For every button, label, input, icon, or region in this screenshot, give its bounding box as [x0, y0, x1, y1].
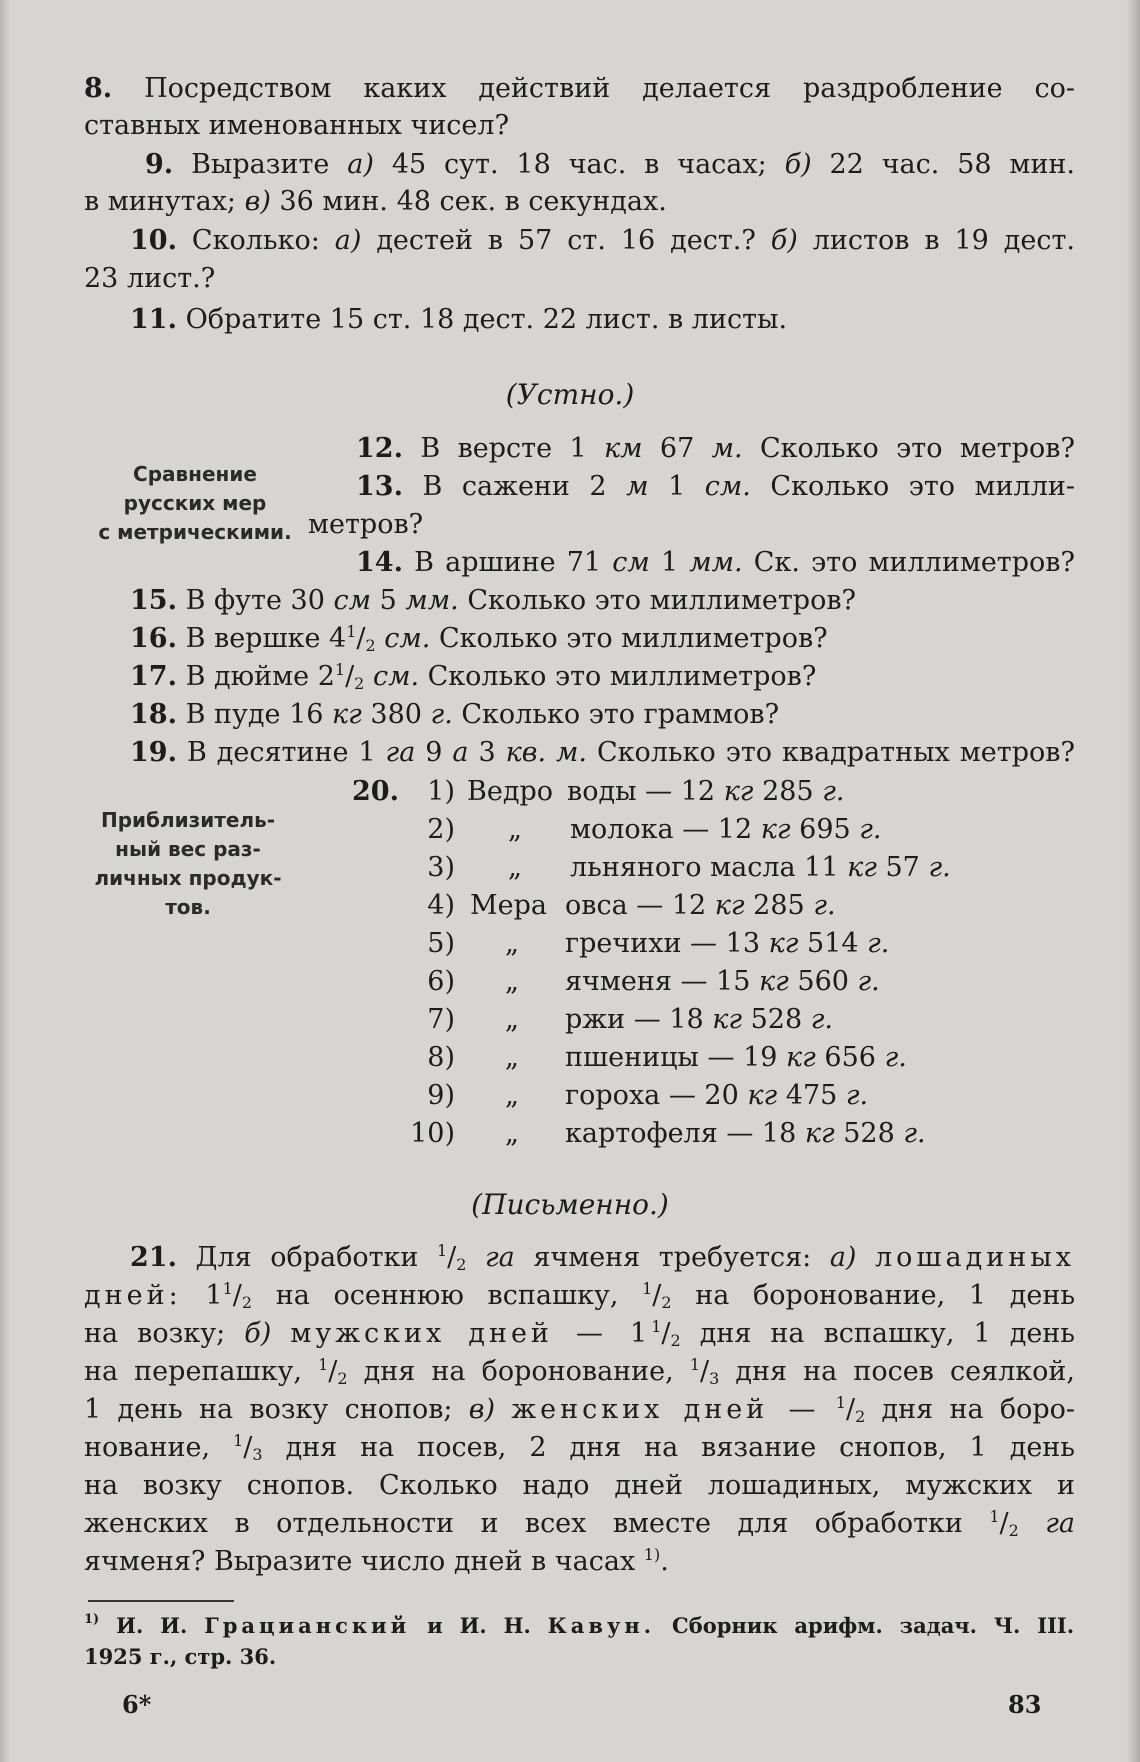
question-21-line-4: на перепашку, $^1/_2$ дня на боронование, $^1/_3$ дня на посев сеялкой, — [84, 1355, 1075, 1388]
signature-mark: 6* — [122, 1690, 152, 1719]
page-number: 83 — [1008, 1690, 1042, 1719]
margin-note-measures: Сравнение русских мер с метрическими. — [98, 462, 292, 544]
question-13-line-2: метров? — [308, 509, 424, 540]
question-15: 15. В футе 30 см 5 мм. Сколько это миллиметров? — [130, 585, 857, 616]
question-18: 18. В пуде 16 кг 380 г. Сколько это граммов? — [130, 699, 780, 730]
question-21-line-9: ячменя? Выразите число дней в часах $^{1)}$. — [84, 1545, 669, 1577]
section-heading-oral: (Устно.) — [505, 378, 635, 411]
question-11: 11. Обратите 15 ст. 18 дест. 22 лист. в листы. — [130, 304, 788, 335]
footnote-divider — [88, 1600, 234, 1602]
question-19: 19. В десятине 1 га 9 а 3 кв. м. Сколько это квадратных метров? — [130, 737, 1075, 768]
question-21-line-3: на возку; б) мужских дней — $1^1/_2$ дня на вспашку, 1 день — [84, 1317, 1076, 1350]
question-9-line-2: в минутах; в) 36 мин. 48 сек. в секундах. — [84, 186, 667, 217]
question-9-line-1: 9. Выразите а) 45 сут. 18 час. в часах; б) 22 час. 58 мин. — [145, 149, 1076, 180]
footnote — [84, 1610, 1074, 1672]
question-8-line-2: ставных именованных чисел? — [84, 110, 510, 141]
question-13-line-1: 13. В сажени 2 м 1 см. Сколько это милли- — [356, 471, 1075, 502]
question-12: 12. В версте 1 км 67 м. Сколько это метров? — [356, 433, 1075, 464]
question-10-line-1: 10. Сколько: а) дестей в 57 ст. 16 дест.? б) листов в 19 дест. — [130, 225, 1075, 256]
footnote-line-2: 1925 г., стр. 36. — [84, 1644, 277, 1669]
question-21-line-8: женских в отдельности и всех вместе для обработки $^1/_2$ га — [84, 1507, 1075, 1540]
question-8-line-1: 8. Посредством каких действий делается раздробление со- — [84, 73, 1075, 104]
question-21-line-5: 1 день на возку снопов; в) женских дней — $^1/_2$ дня на боро- — [84, 1393, 1076, 1426]
section-heading-written: (Письменно.) — [471, 1188, 669, 1221]
question-21-line-7: на возку снопов. Сколько надо дней лошадиных, мужских и — [84, 1470, 1075, 1501]
question-21-line-2: дней: $1^1/_2$ на осеннюю вспашку, $^1/_2$ на боронование, 1 день — [84, 1279, 1076, 1312]
book-page: 8. Посредством каких действий делается раздробление со- ставных именованных чисел? 9. Выразите а) 45 сут. 18 час. в часах; б) 22 час. 58 мин. в минутах; в) 36 мин. 48 сек. в секундах. 10. Сколько: а) дестей в 57 ст. 16 дест.? б) листов в 19 дест. 23 лист.? 11. Обратите 15 ст. 18 дест. 22 лист. в листы. (Устно.) Сравнение русских мер с метрическими. 12. В версте 1 км 67 м. Сколько это метров? 13. В сажени 2 м 1 см. Сколько это милли- метров? 14. В аршине 71 см 1 мм. Ск. это миллиметров? 15. В футе 30 см 5 мм. Сколько это миллиметров? 16. В вершке $4^1/_2$ см. Сколько это миллиметров? 17. В дюйме $2^1/_2$ см. Сколько это миллиметров? 18. В пуде 16 кг 380 г. Сколько это граммов? 19. В десятине 1 га 9 а 3 кв. м. Сколько это квадратных метров? Приблизитель- ный вес раз- личных продук- тов. 20. 1) Ведро воды — 12 кг 285 г. 2) „ молока — 12 кг 695 г. 3) „ льняного масла 11 кг 57 г. 4) Мера овса — 12 кг 285 г. 5) „ гречихи — 13 кг 514 г. 6) „ ячменя — 15 кг 560 г. 7) „ ржи — 18 кг 528 г. 8) „ пшеницы — 19 кг 656 г. 9) „ гороха — 20 кг 475 г. 10) „ картофеля — 18 кг 528 г. (Письменно.) 21. Для обработки $^1/_2$ га ячменя требуется: а) лошадиных дней: $1^1/_2$ на осеннюю вспашку, $^1/_2$ на боронование, 1 день на возку; б) мужских дней — $1^1/_2$ дня на вспашку, 1 день на перепашку, $^1/_2$ дня на боронование, $^1/_3$ дня на посев сеялкой, 1 день на возку снопов; в) женских дней — $^1/_2$ дня на боро- нование, $^1/_3$ дня на посев, 2 дня на вязание снопов, 1 день на возку снопов. Сколько надо дней лошадиных, мужских и женских в отдельности и всех вместе для обработки $^1/_2$ га ячменя? Выразите число дней в часах $^{1)}$. $^{1)}$ И. И. Грацианский и И. Н. Кавун. Сборник арифм. задач. Ч. III. 1925 г., стр. 36. 6* 83 — [0, 0, 1140, 1762]
question-10-line-2: 23 лист.? — [84, 263, 216, 294]
question-20-number: 20. — [352, 776, 399, 807]
question-14: 14. В аршине 71 см 1 мм. Ск. это миллиметров? — [356, 547, 1075, 578]
question-21-line-1: 21. Для обработки $^1/_2$ га ячменя требуется: а) лошадиных — [130, 1241, 1075, 1274]
question-17: 17. В дюйме $2^1/_2$ см. Сколько это миллиметров? — [130, 660, 817, 693]
question-21-line-6: нование, $^1/_3$ дня на посев, 2 дня на вязание снопов, 1 день — [84, 1431, 1075, 1464]
question-16: 16. В вершке $4^1/_2$ см. Сколько это миллиметров? — [130, 622, 828, 655]
margin-note-product-weights: Приблизитель- ный вес раз- личных продук- тов. — [94, 808, 282, 919]
footnote-line-1: $^{1)}$ И. И. Грацианский и И. Н. Кавун. Сборник арифм. задач. Ч. III. — [84, 1612, 1075, 1638]
